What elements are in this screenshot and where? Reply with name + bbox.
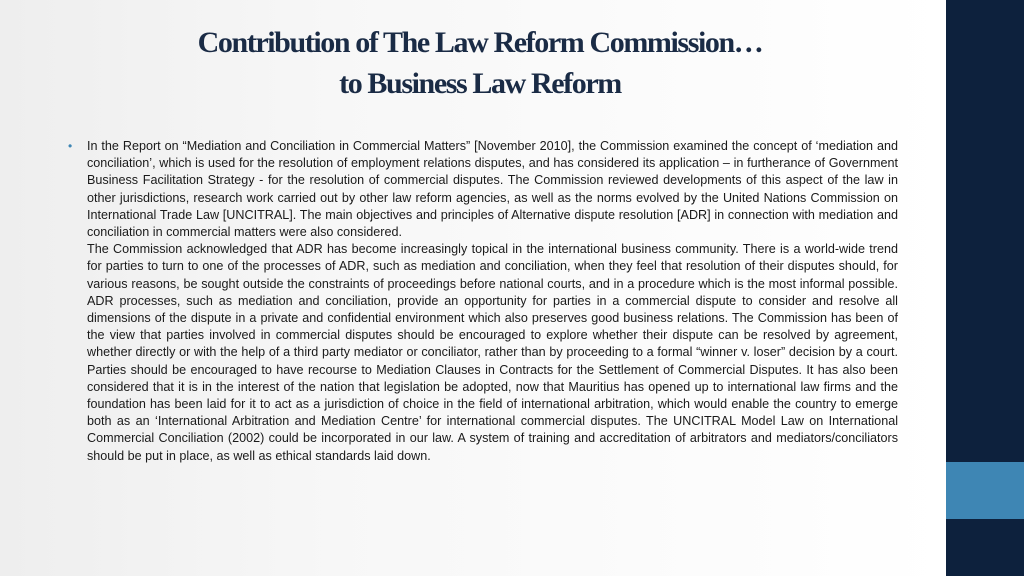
bullet-icon: • (68, 139, 73, 153)
slide-title (90, 22, 870, 104)
body-paragraph-2: The Commission acknowledged that ADR has become increasingly topical in the international business community. There is a world-wide trend for parties to turn to one of the processes of ADR, such as mediation and conciliation, when they feel that resolution of their disputes should, for various reasons, be sought outside the constraints of proceedings before national courts, and in a procedure which is the most informal possible. ADR processes, such as mediation and conciliation, provide an opportunity for parties in a commercial dispute to consider and resolve all dimensions of the dispute in a private and confidential environment which also preserves good business relations. The Commission has been of the view that parties involved in commercial disputes should be encouraged to explore whether their dispute can be resolved by agreement, whether directly or with the help of a third party mediator or conciliator, rather than by proceeding to a formal “winner v. loser” decision by a court. Parties should be encouraged to have recourse to Mediation Clauses in Contracts for the Settlement of Commercial Disputes. It has also been considered that it is in the interest of the nation that legislation be adopted, now that Mauritius has opened up to international law firms and the foundation has been laid for it to act as a jurisdiction of choice in the field of international arbitration, which would enable the country to emerge both as an ‘International Arbitration and Mediation Centre’ for international commercial disputes. The UNCITRAL Model Law on International Commercial Conciliation (2002) could be incorporated in our law. A system of training and accreditation of arbitrators and mediators/conciliators should be put in place, as well as ethical standards laid down. (87, 242, 898, 463)
body-paragraph-1: In the Report on “Mediation and Conciliation in Commercial Matters” [November 2010], the Commission examined the concept of ‘mediation and conciliation’, which is used for the resolution of employment relations disputes, and has considered its application – in furtherance of Government Business Facilitation Strategy - for the resolution of commercial disputes. The Commission reviewed developments of this aspect of the law in other jurisdictions, research work carried out by other law reform agencies, as well as the norms evolved by the United Nations Commission on International Trade Law [UNCITRAL]. The main objectives and principles of Alternative dispute resolution [ADR] in connection with mediation and conciliation in commercial matters were also considered. (87, 139, 898, 240)
slide-title-line1: Contribution of The Law Reform Commission… (197, 26, 763, 59)
slide-title-line2: to Business Law Reform (339, 67, 621, 100)
slide-body (68, 138, 898, 465)
sidebar-accent-block (946, 462, 1024, 519)
